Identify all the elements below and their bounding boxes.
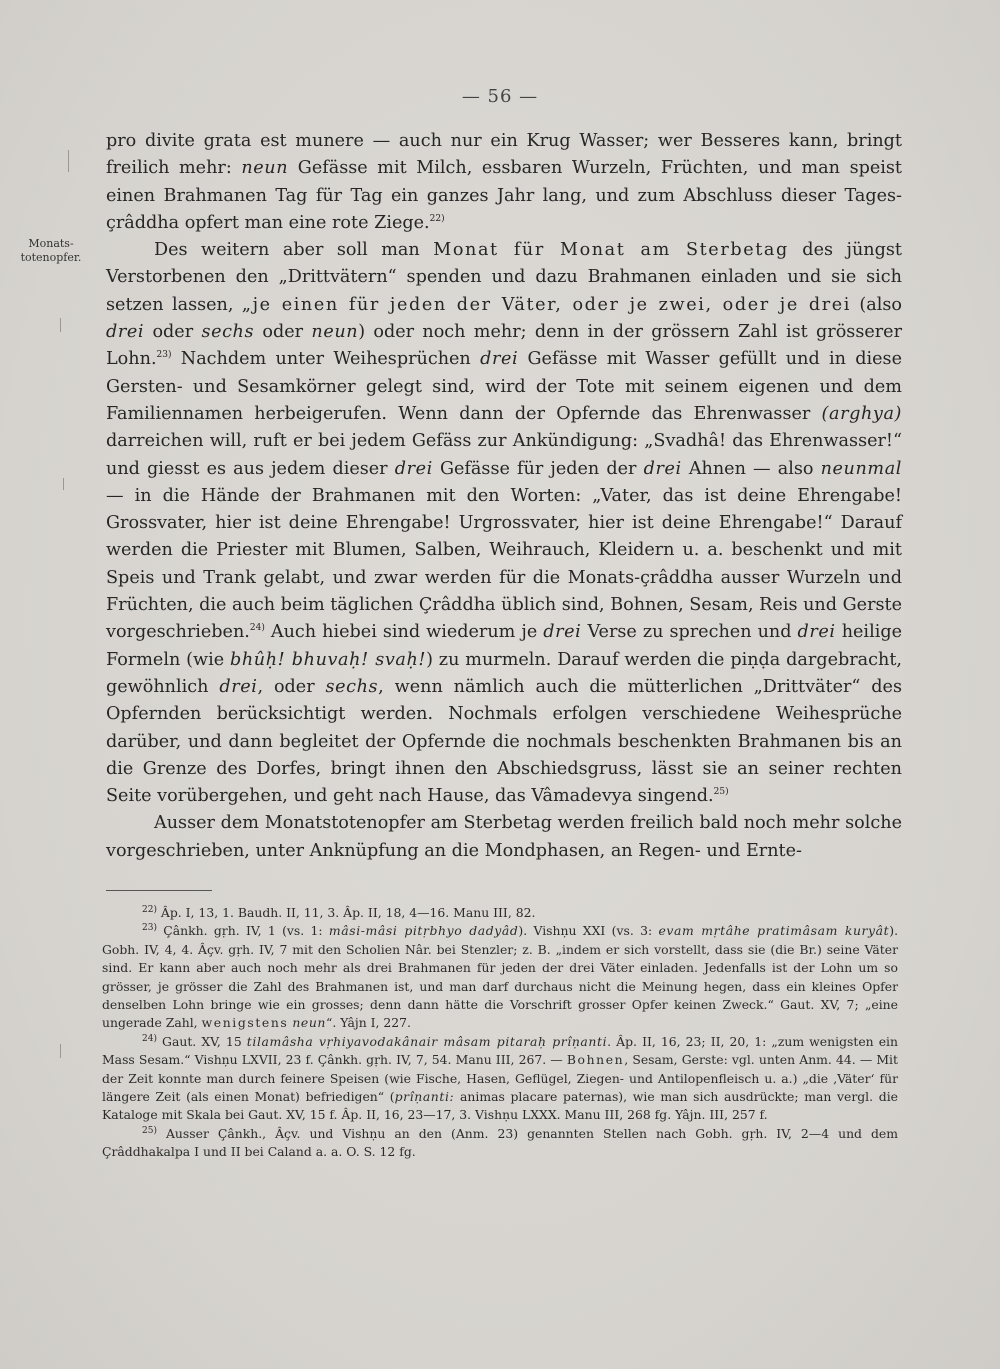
text-run: Ausser dem Monatstotenopfer am Sterbetag werden freilich bald noch mehr solche vorgeschrieben, unter Anknüpfung an die Mondphasen, an Regen- und Ernte- bbox=[106, 813, 902, 861]
spaced-text: „je einen für jeden der Väter, oder je zwei, oder je drei bbox=[241, 294, 851, 315]
text-run: ). Gobh. IV, 4, 4. Âçv. gṛh. IV, 7 mit den Scholien Nâr. bei Stenzler; z. B. „indem er sich vorstellt, dass sie (die Br.) seine Väter sind. Er kann aber auch noch mehr als drei Brahmanen für jeden der drei Väter einladen. Jedenfalls ist der Lohn um so grösser, je grösser die Zahl des Brahmanen ist, und man darf durchaus nicht die Meinung hegen, dass ein kleines Opfer denselben Lohn bringe wie ein grosses; denn dann hätte die Vorschrift grosser Opfer keinen Zweck.“ Gaut. XV, 7; „eine ungerade Zahl, bbox=[102, 923, 899, 1031]
italic-text: drei bbox=[106, 322, 145, 343]
main-text bbox=[106, 128, 902, 865]
paragraph bbox=[106, 810, 902, 865]
italic-text: neun bbox=[292, 1015, 327, 1031]
italic-text: (arghya) bbox=[821, 403, 902, 424]
italic-text: mâsi-mâsi pitṛbhyo dadyâd bbox=[328, 923, 519, 939]
italic-text: drei bbox=[797, 622, 836, 643]
italic-text: prîṇanti: bbox=[394, 1089, 455, 1105]
text-run: Gaut. XV, 15 bbox=[156, 1033, 247, 1049]
text-run: , oder bbox=[257, 676, 326, 697]
page-number: — 56 — bbox=[461, 86, 539, 107]
text-run: Des weitern aber soll man bbox=[154, 240, 434, 261]
text-run: Çânkh. gṛh. IV, 1 (vs. 1: bbox=[156, 923, 329, 939]
text-run: Verse zu sprechen und bbox=[581, 622, 798, 643]
italic-text: evam mṛtâhe pratimâsam kuryât bbox=[658, 923, 890, 939]
italic-text: drei bbox=[543, 622, 582, 643]
footnote bbox=[102, 1125, 898, 1162]
italic-text: neun bbox=[241, 158, 289, 179]
italic-text: drei bbox=[219, 676, 258, 697]
footnote-marker: 24) bbox=[249, 623, 265, 634]
text-run: ). Vishṇu XXI (vs. 3: bbox=[518, 923, 659, 939]
text-run: oder bbox=[254, 322, 312, 343]
text-run: ) zu murmeln. Darauf werden die piṇḍa dargebracht, gewöhnlich bbox=[106, 649, 903, 697]
text-run: pro divite grata est munere — auch nur ein Krug Wasser; wer Besseres kann, bringt freilich mehr: bbox=[106, 131, 902, 179]
text-run: darreichen will, ruft er bei jedem Gefäss zur Ankündigung: „Svadhâ! das Ehrenwasser!“ und giesst es aus jedem dieser bbox=[106, 431, 902, 479]
text-run: oder bbox=[144, 322, 202, 343]
text-run: des jüngst Verstorbenen den „Drittvätern“ spenden und dazu Brahmanen einladen und sie sich setzen lassen, bbox=[106, 240, 902, 315]
text-run: animas placare paternas), wie man sich ausdrückte; man vergl. die Kataloge mit Skala bei Gaut. XV, 15 f. Âp. II, 16, 23—17, 3. Vishṇu LXXX. Manu III, 268 fg. Yâjn. III, 257 f. bbox=[102, 1089, 898, 1123]
spaced-text: wenigstens bbox=[201, 1015, 289, 1031]
margin-note-text: Monats- totenopfer. bbox=[20, 237, 82, 264]
footnote-marker: 23) bbox=[156, 350, 172, 361]
footnote-rule bbox=[106, 890, 212, 891]
paragraph bbox=[106, 128, 902, 237]
italic-text: neunmal bbox=[820, 458, 903, 479]
footnote bbox=[102, 922, 898, 1032]
text-run: heilige Formeln (wie bbox=[106, 622, 902, 670]
text-run: ) oder noch mehr; denn in der grössern Zahl ist grösserer Lohn. bbox=[106, 322, 902, 370]
text-run: Gefässe für jeden der bbox=[432, 458, 644, 479]
page-mark bbox=[60, 318, 61, 332]
footnotes bbox=[102, 904, 898, 1162]
paragraph bbox=[106, 237, 902, 810]
page-mark bbox=[68, 150, 69, 172]
spaced-text: Bohnen bbox=[566, 1052, 625, 1068]
footnote bbox=[102, 904, 898, 922]
italic-text: sechs bbox=[325, 676, 379, 697]
text-run: Nachdem unter Weihesprüchen bbox=[171, 349, 481, 370]
italic-text: drei bbox=[643, 458, 682, 479]
text-run: — in die Hände der Brahmanen mit den Worten: „Vater, das ist deine Ehrengabe! Grossvater, hier ist deine Ehrengabe! Urgrossvater, hier ist deine Ehrengabe!“ Darauf werden die Priester mit Blumen, Salben, Weihrauch, Kleidern u. a. beschenkt und mit Speis und Trank gelabt, und zwar werden für die Monats-çrâddha ausser Wurzeln und Früchten, die auch beim täglichen Çrâddha üblich sind, Bohnen, Sesam, Reis und Gerste vorgeschrieben. bbox=[106, 485, 902, 643]
footnote-marker: 23) bbox=[142, 923, 157, 934]
footnote bbox=[102, 1033, 898, 1125]
italic-text: bhûḥ! bhuvaḥ! svaḥ! bbox=[230, 649, 427, 670]
footnote-marker: 25) bbox=[713, 787, 729, 798]
page-mark bbox=[63, 478, 64, 490]
spaced-text: Monat für Monat am Sterbetag bbox=[433, 240, 789, 261]
margin-note bbox=[8, 237, 94, 265]
footnote-marker: 24) bbox=[142, 1033, 157, 1044]
text-run: , wenn nämlich auch die mütterlichen „Drittväter“ des Opfernden berücksichtigt werden. Nochmals erfolgen verschiedene Weihesprüche darüber, und dann begleitet der Opfernde die nochmals beschenkten Brahmanen bis an die Grenze des Dorfes, bringt ihnen den Abschiedsgruss, lässt sie an seiner rechten Seite vorübergehen, und geht nach Hause, das Vâmadevya singend. bbox=[106, 676, 902, 807]
text-run: , Sesam, Gerste: vgl. unten Anm. 44. — Mit der Zeit konnte man durch feinere Speisen (wie Fische, Hasen, Geflügel, Ziegen- und Antilopenfleisch u. a.) „die ‚Väter‘ für längere Zeit (als einen Monat) befriedigen“ ( bbox=[102, 1052, 898, 1105]
text-run: . Âp. II, 16, 23; II, 20, 1: „zum wenigsten ein Mass Sesam.“ Vishṇu LXVII, 23 f. Çânkh. gṛh. IV, 7, 54. Manu III, 267. — bbox=[102, 1033, 899, 1068]
text-run: Ausser Çânkh., Âçv. und Vishṇu an den (Anm. 23) genannten Stellen nach Gobh. gṛh. IV, 2—4 und dem Çrâddhakalpa I und II bei Caland a. a. O. S. 12 fg. bbox=[102, 1125, 898, 1160]
text-run: (also bbox=[850, 294, 902, 315]
text-run: Auch hiebei sind wiederum je bbox=[264, 622, 544, 643]
italic-text: neun bbox=[311, 322, 359, 343]
italic-text: sechs bbox=[201, 322, 255, 343]
text-run: Gefässe mit Wasser gefüllt und in diese Gersten- und Sesamkörner gelegt sind, wird der Tote mit seinem eigenen und dem Familiennamen herbeigerufen. Wenn dann der Opfernde das Ehrenwasser bbox=[106, 349, 902, 424]
footnote-marker: 22) bbox=[142, 904, 157, 915]
text-run: “. Yâjn I, 227. bbox=[326, 1015, 411, 1031]
page-mark bbox=[60, 1044, 61, 1058]
footnote-marker: 25) bbox=[142, 1125, 157, 1136]
text-run: Gefässe mit Milch, essbaren Wurzeln, Früchten, und man speist einen Brahmanen Tag für Tag ein ganzes Jahr lang, und zum Abschluss dieser Tages-çrâddha opfert man eine rote Ziege. bbox=[106, 158, 902, 233]
italic-text: drei bbox=[394, 458, 433, 479]
italic-text: drei bbox=[480, 349, 519, 370]
text-run: Âp. I, 13, 1. Baudh. II, 11, 3. Âp. II, 18, 4—16. Manu III, 82. bbox=[156, 905, 536, 920]
footnote-marker: 22) bbox=[429, 214, 445, 225]
text-run: Ahnen — also bbox=[681, 458, 821, 479]
italic-text: tilamâsha vṛhiyavodakânair mâsam pitaraḥ prîṇanti bbox=[246, 1033, 608, 1049]
